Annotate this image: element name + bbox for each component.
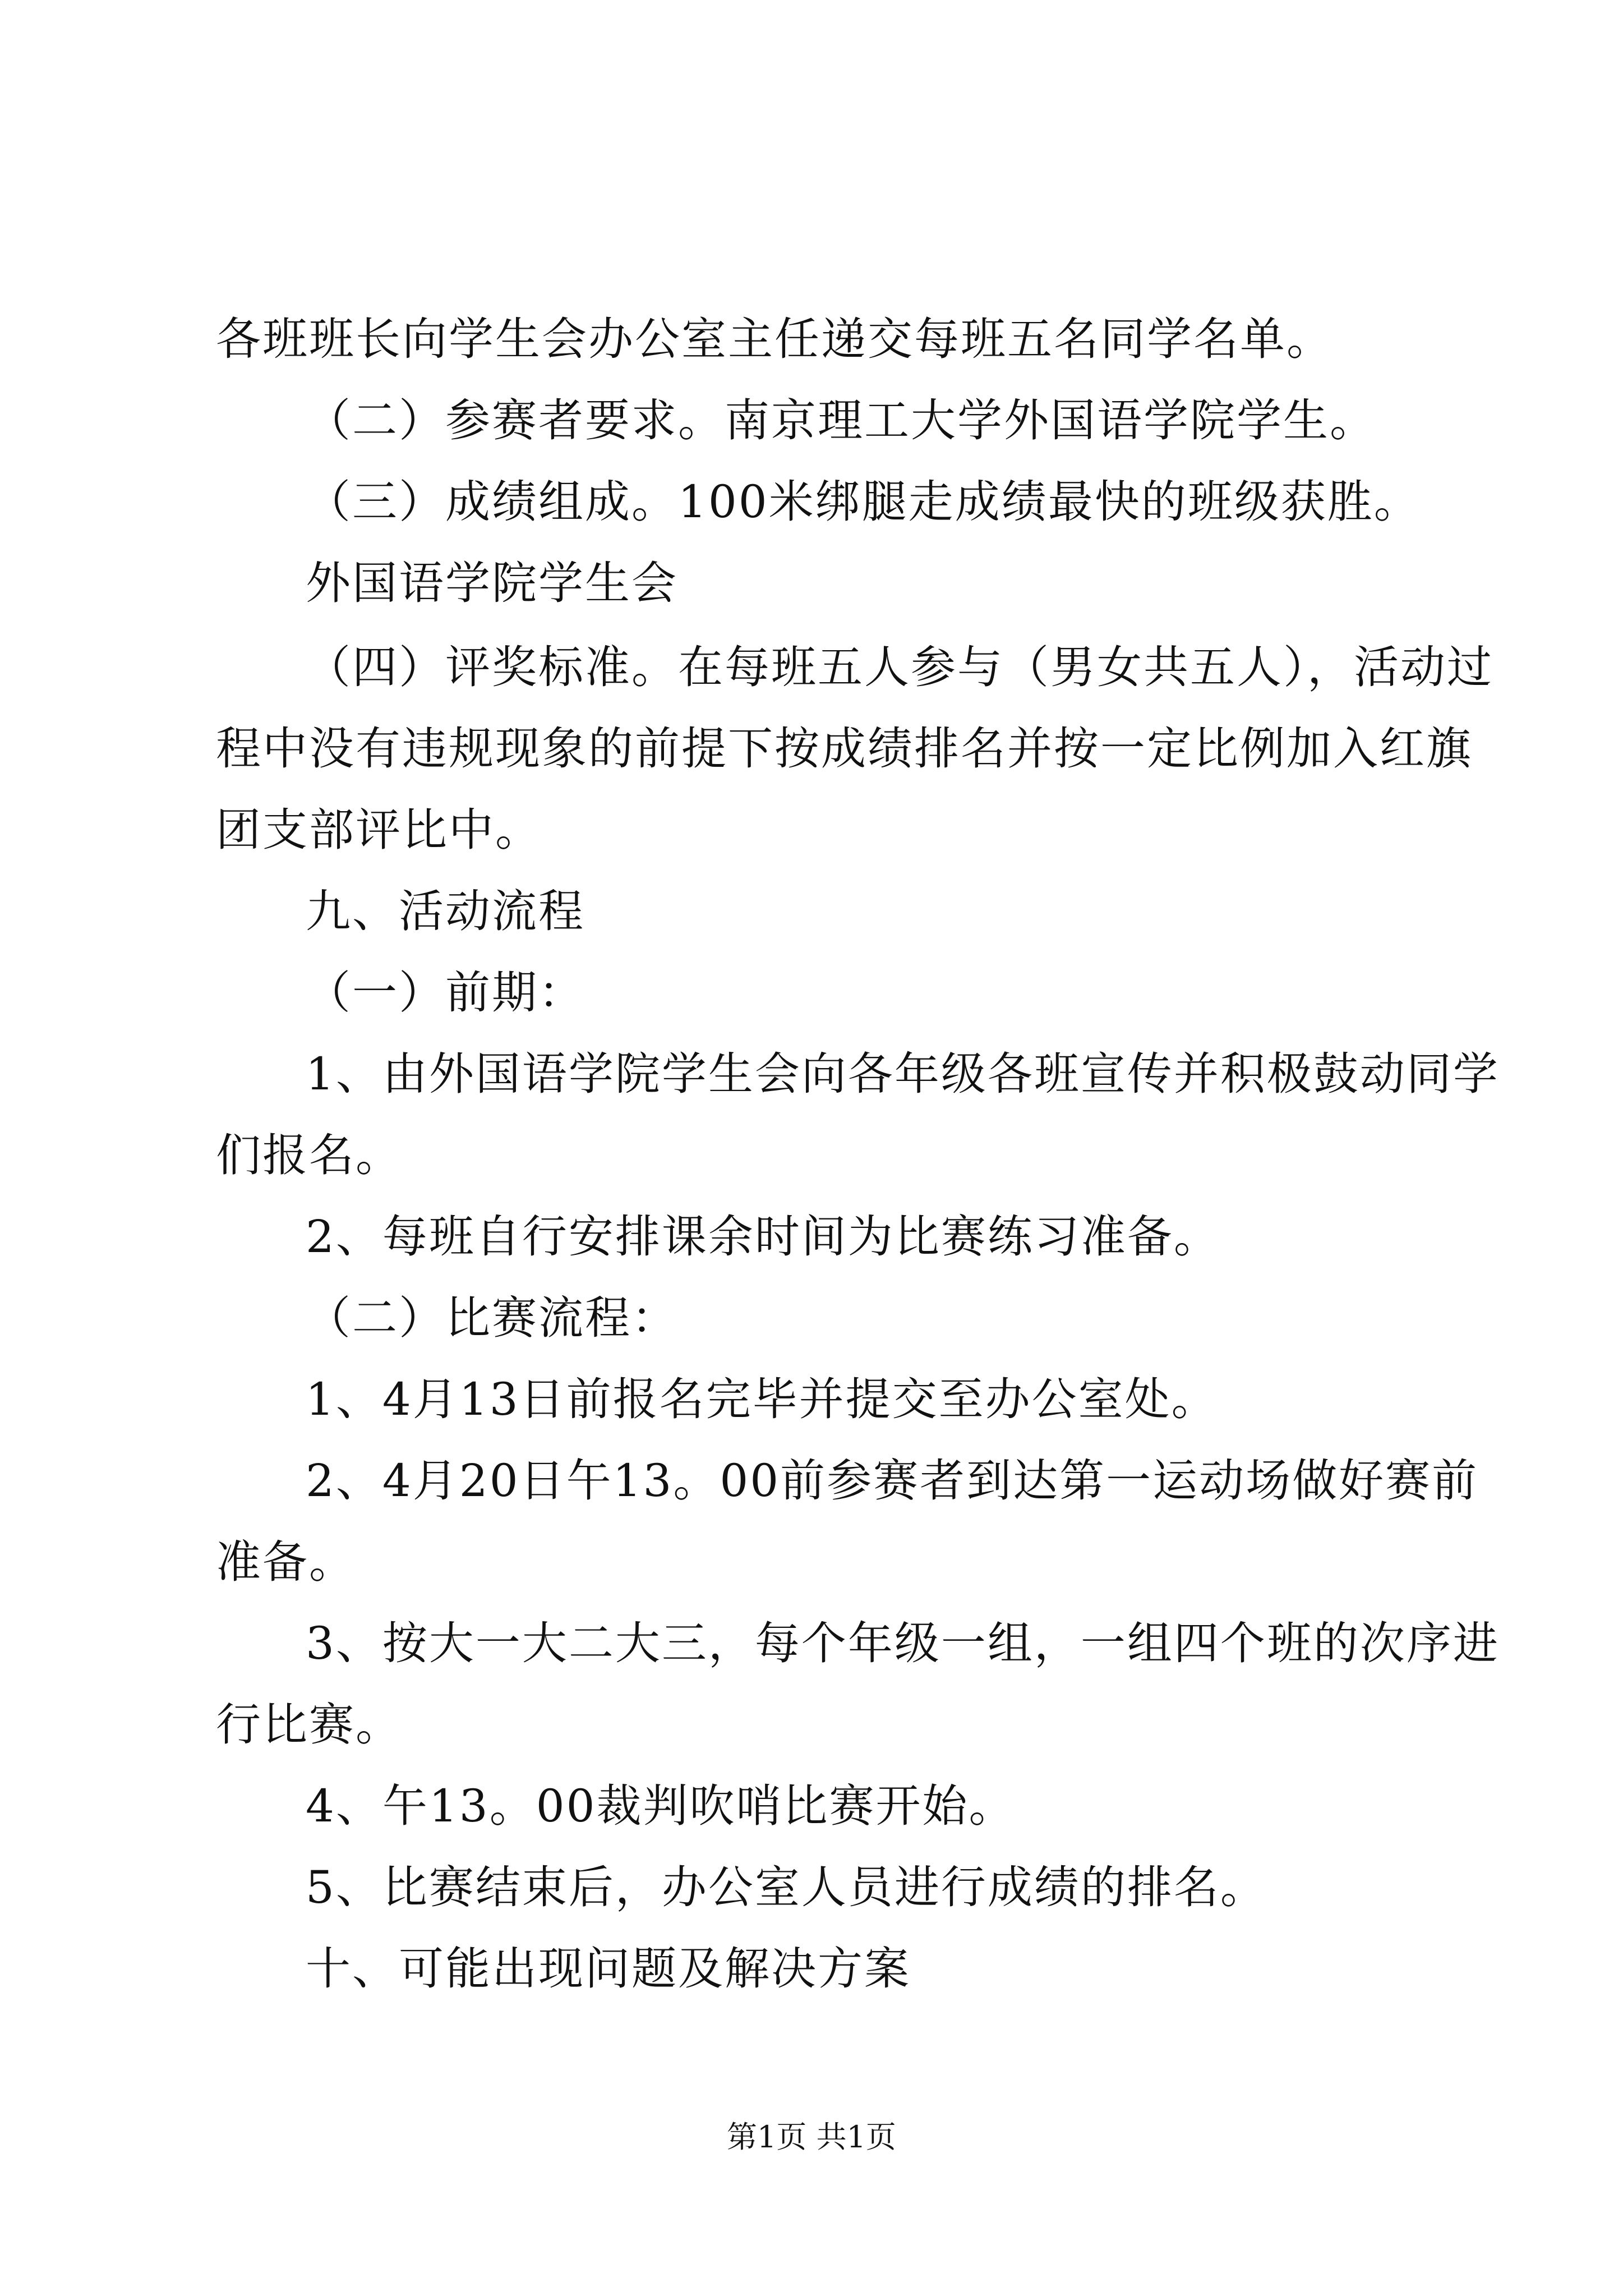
- text-line-content: 准备。: [216, 1536, 356, 1588]
- text-line-content: 外国语学院学生会: [306, 557, 678, 609]
- text-line-content: 团支部评比中。: [216, 804, 542, 856]
- text-line-content: 们报名。: [216, 1129, 402, 1181]
- text-line-content: 2、每班自行安排课余时间为比赛练习准备。: [306, 1211, 1220, 1263]
- text-line-content: 行比赛。: [216, 1699, 402, 1751]
- text-line-content: （四）评奖标准。在每班五人参与（男女共五人），活动过: [306, 641, 1493, 693]
- text-line-content: 1、4月13日前报名完毕并提交至办公室处。: [306, 1373, 1218, 1425]
- page-footer: 第1页 共1页: [727, 2119, 896, 2155]
- text-line-content: （二）比赛流程：: [306, 1292, 678, 1344]
- text-line-content: （二）参赛者要求。南京理工大学外国语学院学生。: [306, 394, 1376, 447]
- text-line-content: 4、午13。00裁判吹哨比赛开始。: [306, 1780, 1016, 1832]
- text-line-content: 各班班长向学生会办公室主任递交每班五名同学名单。: [216, 313, 1333, 365]
- text-line-content: 十、可能出现问题及解决方案: [306, 1943, 911, 1995]
- text-line-content: 程中没有违规现象的前提下按成绩排名并按一定比例加入红旗: [216, 723, 1473, 775]
- text-line-content: （一）前期：: [306, 967, 585, 1019]
- text-line-content: （三）成绩组成。100米绑腿走成绩最快的班级获胜。: [306, 476, 1421, 528]
- text-line-content: 2、4月20日午13。00前参赛者到达第一运动场做好赛前: [306, 1455, 1479, 1507]
- text-line-content: 5、比赛结束后，办公室人员进行成绩的排名。: [306, 1861, 1267, 1913]
- text-line-content: 3、按大一大二大三，每个年级一组，一组四个班的次序进: [306, 1617, 1500, 1669]
- text-line-content: 1、由外国语学院学生会向各年级各班宣传并积极鼓动同学: [306, 1048, 1500, 1100]
- text-line-content: 九、活动流程: [306, 885, 585, 937]
